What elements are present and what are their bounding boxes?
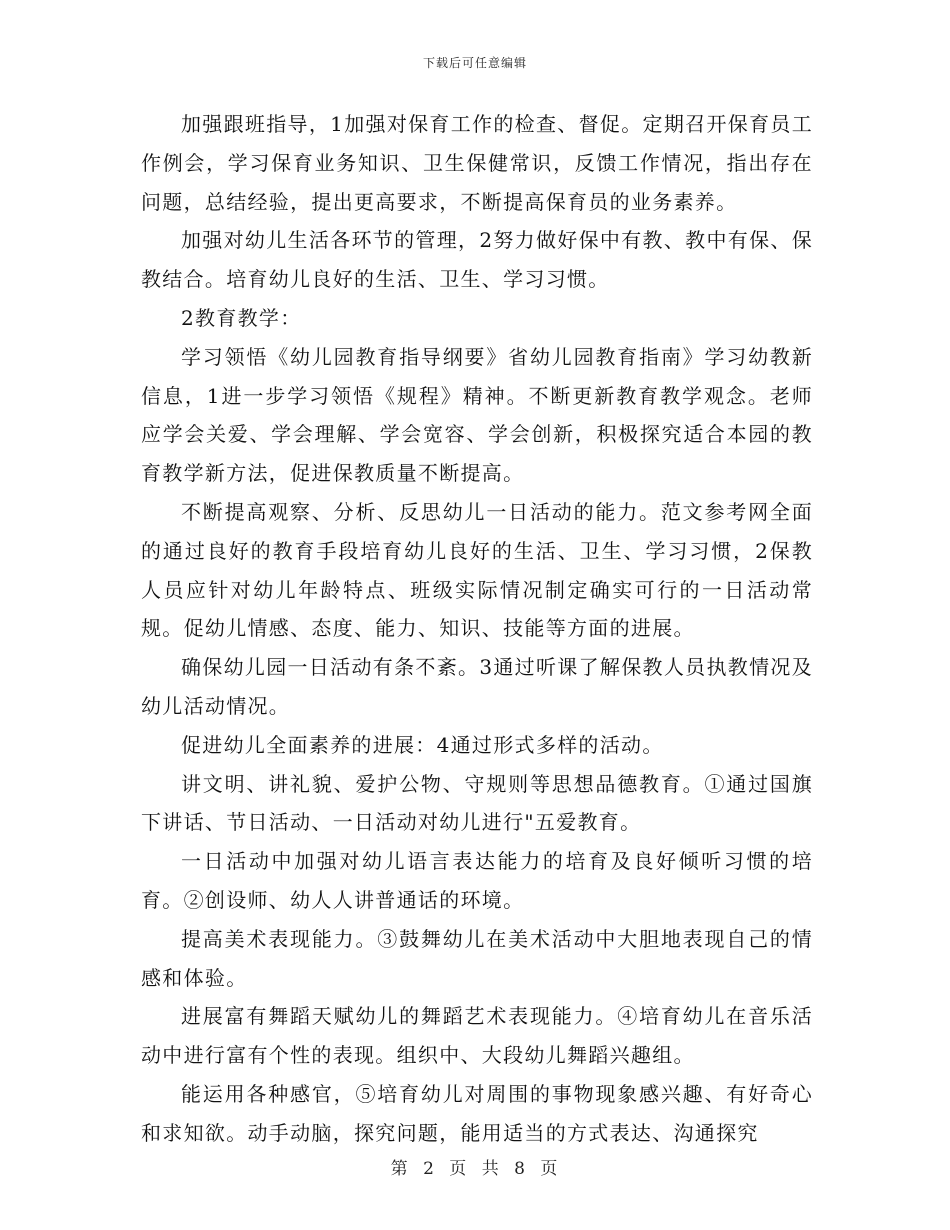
- paragraph: 加强跟班指导，1加强对保育工作的检查、督促。定期召开保育员工作例会，学习保育业务知识、卫生保健常识，反馈工作情况，指出存在问题，总结经验，提出更高要求，不断提高保育员的业务素养。: [141, 112, 813, 214]
- paragraph: 讲文明、讲礼貌、爱护公物、守规则等思想品德教育。①通过国旗下讲话、节日活动、一日活动对幼儿进行"五爱教育。: [141, 771, 813, 835]
- page-number-footer: 第 2 页 共 8 页: [390, 1159, 560, 1179]
- paragraph: 2教育教学：: [181, 305, 302, 330]
- paragraph: 加强对幼儿生活各环节的管理，2努力做好保中有教、教中有保、保教结合。培育幼儿良好的生活、卫生、学习习惯。: [141, 228, 813, 292]
- page-header: 下载后可任意编辑: [422, 56, 527, 70]
- paragraph: 确保幼儿园一日活动有条不紊。3通过听课了解保教人员执教情况及幼儿活动情况。: [141, 655, 813, 718]
- paragraph: 一日活动中加强对幼儿语言表达能力的培育及良好倾听习惯的培育。②创设师、幼人人讲普通话的环境。: [141, 849, 813, 912]
- paragraph: 不断提高观察、分析、反思幼儿一日活动的能力。范文参考网全面的通过良好的教育手段培育幼儿良好的生活、卫生、学习习惯，2保教人员应针对幼儿年龄特点、班级实际情况制定确实可行的一日活动常规。促幼儿情感、态度、能力、知识、技能等方面的进展。: [141, 499, 813, 641]
- document-body: [141, 105, 813, 1153]
- paragraph: 能运用各种感官，⑤培育幼儿对周围的事物现象感兴趣、有好奇心和求知欲。动手动脑，探究问题，能用适当的方式表达、沟通探究: [141, 1081, 813, 1145]
- paragraph: 促进幼儿全面素养的进展：4通过形式多样的活动。: [181, 732, 664, 757]
- paragraph: 进展富有舞蹈天赋幼儿的舞蹈艺术表现能力。④培育幼儿在音乐活动中进行富有个性的表现。组织中、大段幼儿舞蹈兴趣组。: [141, 1004, 813, 1068]
- paragraph: 提高美术表现能力。③鼓舞幼儿在美术活动中大胆地表现自己的情感和体验。: [141, 926, 813, 990]
- paragraph: 学习领悟《幼儿园教育指导纲要》省幼儿园教育指南》学习幼教新信息，1进一步学习领悟《规程》精神。不断更新教育教学观念。老师应学会关爱、学会理解、学会宽容、学会创新，积极探究适合本园的教育教学新方法，促进保教质量不断提高。: [141, 344, 813, 486]
